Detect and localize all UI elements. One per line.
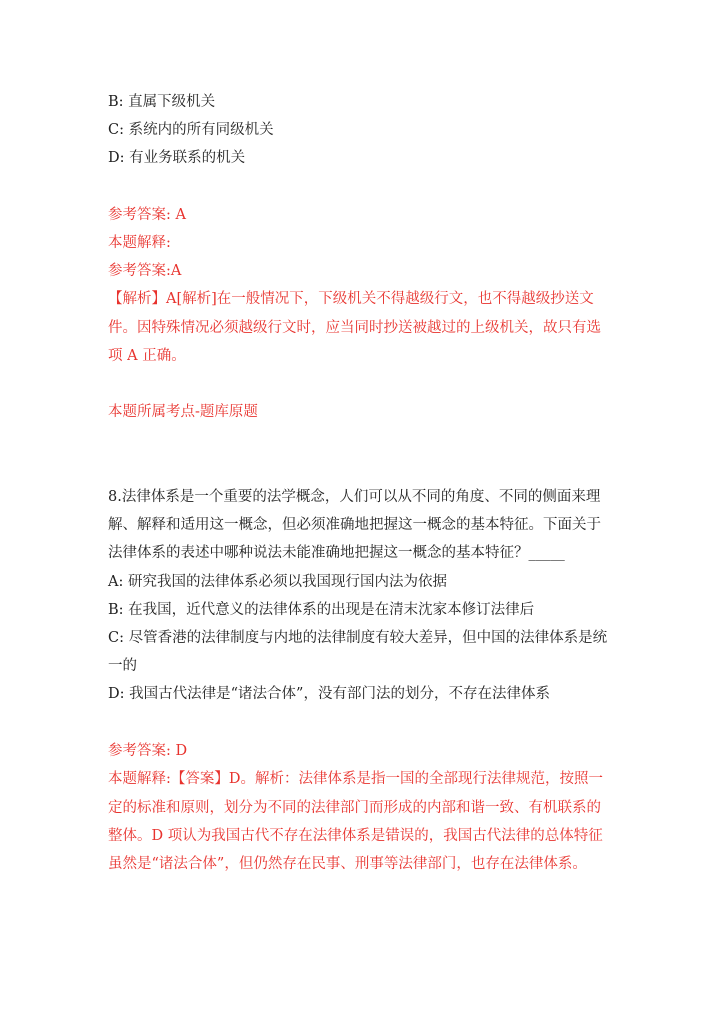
explanation-line: 本题解释:【答案】D。解析：法律体系是指一国的全部现行法律规范，按照一 xyxy=(108,771,604,787)
explanation-label: 本题解释: xyxy=(108,235,171,251)
reference-answer: 参考答案: A xyxy=(108,207,186,223)
question-stem-line: 法律体系的表述中哪种说法未能准确地把握这一概念的基本特征？_____ xyxy=(108,545,565,561)
question-source: 本题所属考点-题库原题 xyxy=(108,404,258,420)
option-c: C: 尽管香港的法律制度与内地的法律制度有较大差异，但中国的法律体系是统 xyxy=(108,630,608,646)
option-a: A: 研究我国的法律体系必须以我国现行国内法为依据 xyxy=(108,574,447,590)
analysis-line: 【解析】A[解析]在一般情况下，下级机关不得越级行文，也不得越级抄送文 xyxy=(108,291,594,307)
option-d: D: 有业务联系的机关 xyxy=(108,150,246,166)
question-stem-line: 8.法律体系是一个重要的法学概念，人们可以从不同的角度、不同的侧面来理 xyxy=(108,489,601,505)
option-c: C: 系统内的所有同级机关 xyxy=(108,122,274,138)
analysis-line: 件。因特殊情况必须越级行文时，应当同时抄送被越过的上级机关，故只有选 xyxy=(108,320,601,336)
explanation-line: 定的标准和原则，划分为不同的法律部门而形成的内部和谐一致、有机联系的 xyxy=(108,800,601,816)
reference-answer-repeat: 参考答案:A xyxy=(108,263,182,279)
explanation-line: 整体。D 项认为我国古代不存在法律体系是错误的，我国古代法律的总体特征 xyxy=(108,828,603,844)
analysis-line: 项 A 正确。 xyxy=(108,348,186,364)
option-c-continued: 一的 xyxy=(108,658,137,674)
question-stem-line: 解、解释和适用这一概念，但必须准确地把握这一概念的基本特征。下面关于 xyxy=(108,517,601,533)
reference-answer: 参考答案: D xyxy=(108,743,188,759)
option-b: B: 在我国，近代意义的法律体系的出现是在清末沈家本修订法律后 xyxy=(108,602,535,618)
option-d: D: 我国古代法律是“诸法合体”，没有部门法的划分，不存在法律体系 xyxy=(108,686,550,702)
option-b: B: 直属下级机关 xyxy=(108,94,216,110)
explanation-line: 虽然是“诸法合体”，但仍然存在民事、刑事等法律部门，也存在法律体系。 xyxy=(108,856,587,872)
